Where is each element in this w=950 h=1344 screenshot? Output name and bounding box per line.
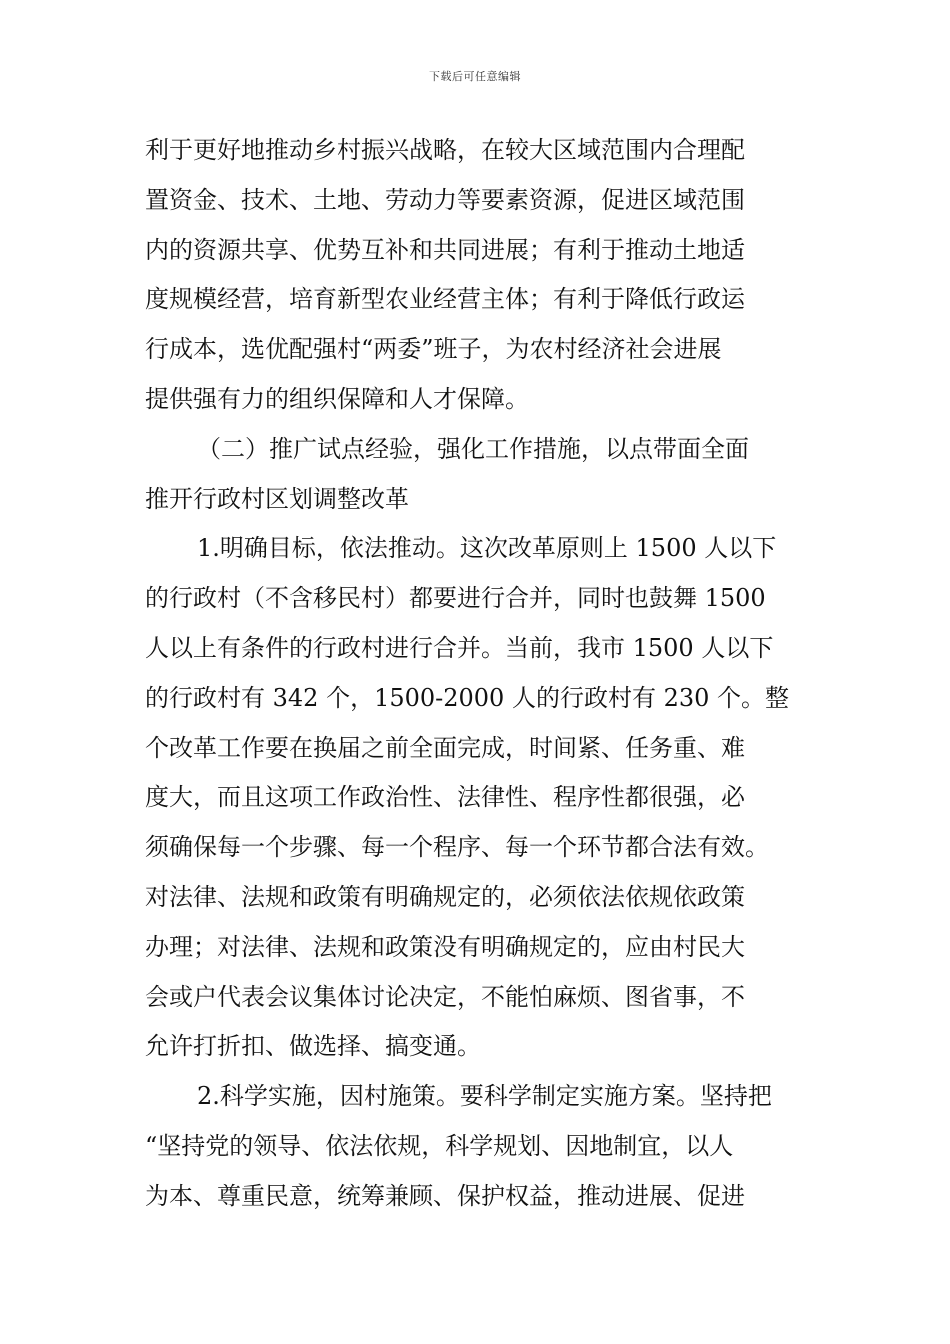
text-line: 允许打折扣、做选择、搞变通。 xyxy=(145,1032,481,1061)
text-line: 人以上有条件的行政村进行合并。当前，我市 1500 人以下 xyxy=(145,633,774,662)
text-line: 个改革工作要在换届之前全面完成，时间紧、任务重、难 xyxy=(145,733,745,762)
section-heading-line: 推开行政村区划调整改革 xyxy=(145,484,409,513)
paragraph-start-line: 1.明确目标，依法推动。这次改革原则上 1500 人以下 xyxy=(197,534,777,563)
text-line: 的行政村有 342 个，1500-2000 人的行政村有 230 个。整 xyxy=(145,683,790,712)
text-line: 提供强有力的组织保障和人才保障。 xyxy=(145,384,529,413)
text-line: 度规模经营，培育新型农业经营主体；有利于降低行政运 xyxy=(145,285,745,314)
text-line: 度大，而且这项工作政治性、法律性、程序性都很强，必 xyxy=(145,783,745,812)
paragraph-start-line: 2.科学实施，因村施策。要科学制定实施方案。坚持把 xyxy=(197,1082,772,1111)
text-line: 会或户代表会议集体讨论决定，不能怕麻烦、图省事，不 xyxy=(145,982,745,1011)
text-line: 利于更好地推动乡村振兴战略，在较大区域范围内合理配 xyxy=(145,136,745,164)
text-line: 的行政村（不含移民村）都要进行合并，同时也鼓舞 1500 xyxy=(145,584,766,613)
text-line: 对法律、法规和政策有明确规定的，必须依法依规依政策 xyxy=(145,882,745,911)
section-heading-line: （二）推广试点经验，强化工作措施，以点带面全面 xyxy=(197,434,749,463)
document-body xyxy=(145,126,815,1222)
text-line: 为本、尊重民意，统筹兼顾、保护权益，推动进展、促进 xyxy=(145,1181,745,1210)
text-line: “坚持党的领导、依法依规，科学规划、因地制宜，以人 xyxy=(145,1131,734,1160)
text-line: 内的资源共享、优势互补和共同进展；有利于推动土地适 xyxy=(145,235,745,264)
text-line: 须确保每一个步骤、每一个程序、每一个环节都合法有效。 xyxy=(145,833,769,862)
page-header: 下载后可任意编辑 xyxy=(429,70,521,83)
text-line: 办理；对法律、法规和政策没有明确规定的，应由村民大 xyxy=(145,932,745,961)
text-line: 置资金、技术、土地、劳动力等要素资源，促进区域范围 xyxy=(145,185,745,214)
text-line: 行成本，选优配强村“两委”班子，为农村经济社会进展 xyxy=(145,335,722,364)
